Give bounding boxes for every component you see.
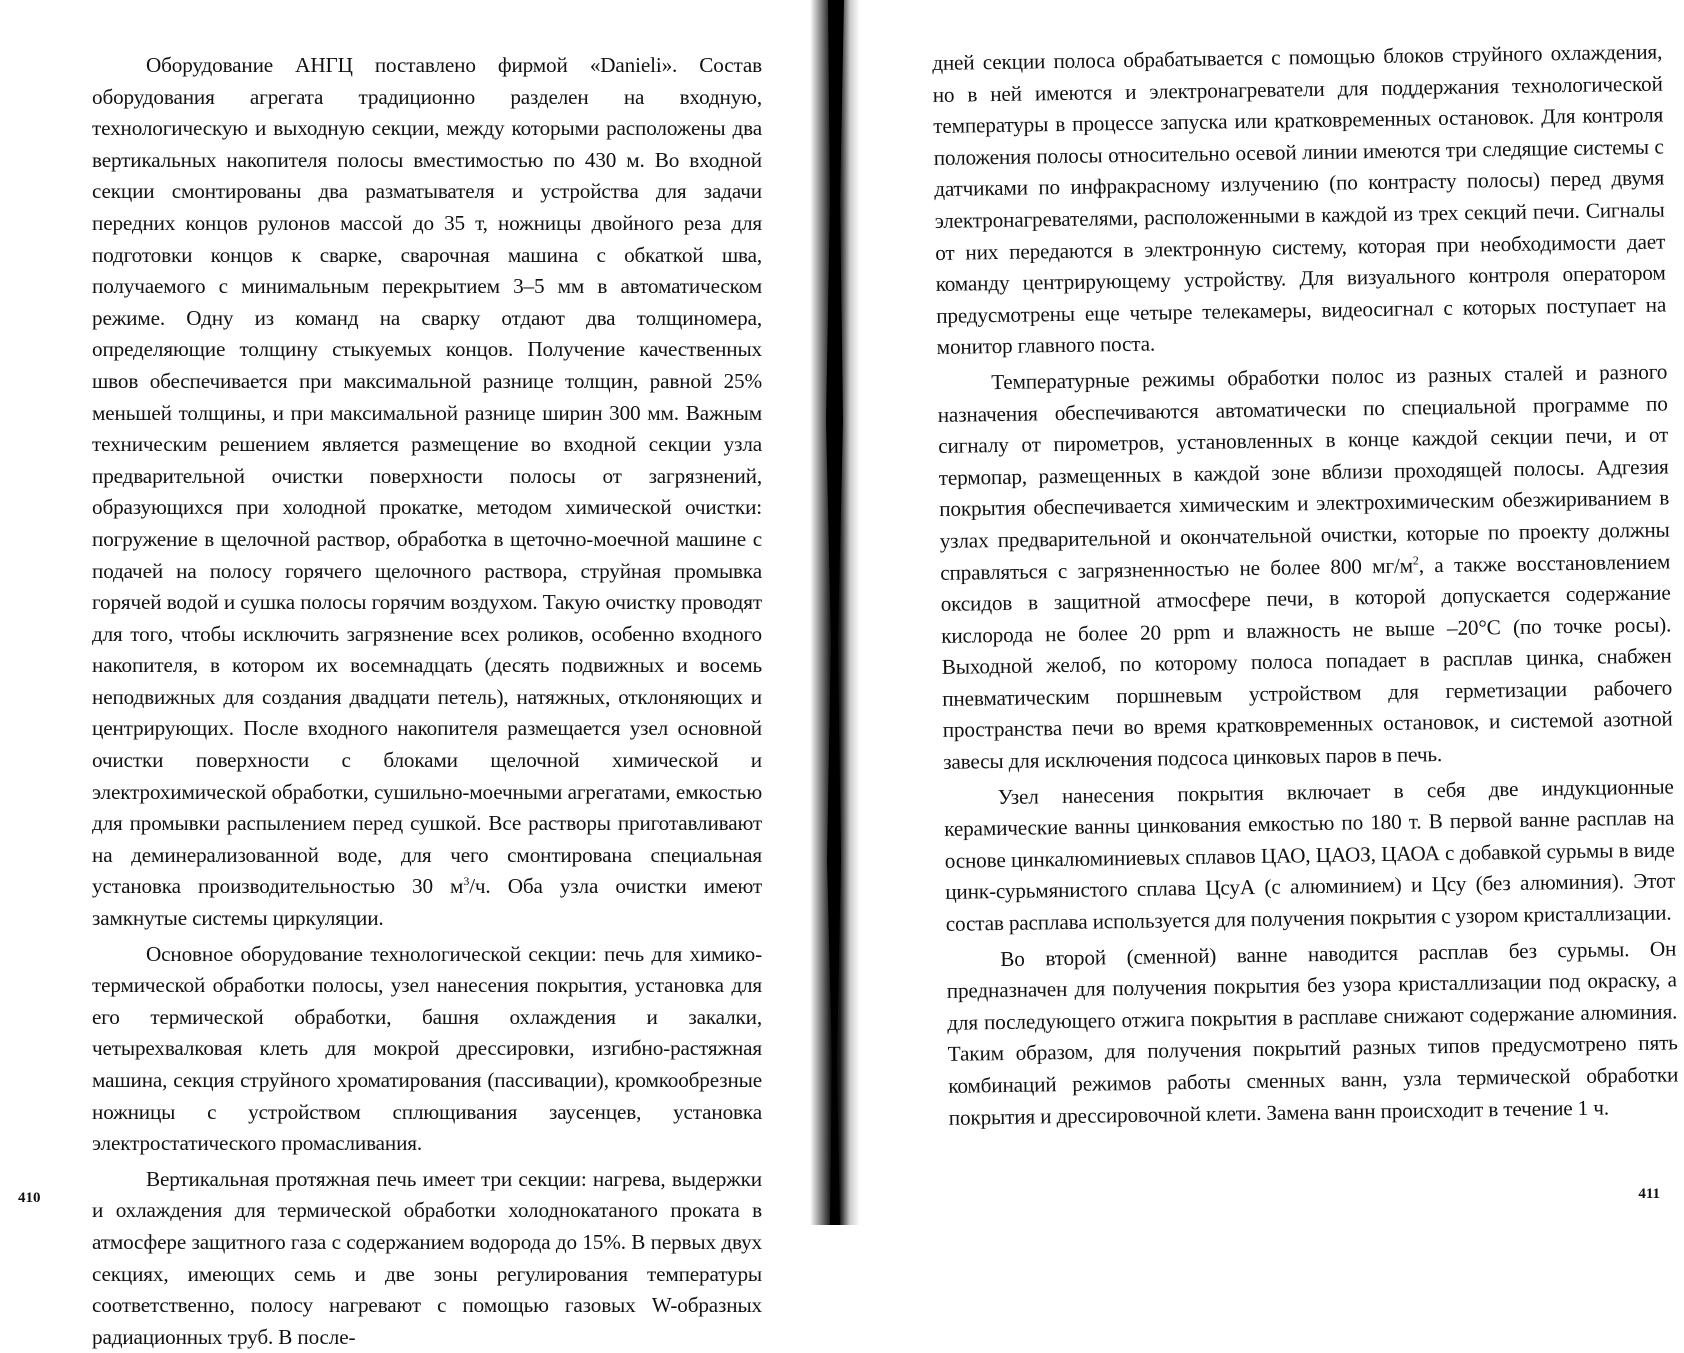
paragraph: Узел нанесения покрытия включает в себя две индукционные керамические ванны цинкования емкостью по 180 т. В первой ванне расплав на основе цинкалюминиевых сплавов ЦАО, ЦАОЗ, ЦАОА с добавкой сурьмы в виде цинк-сурьмянистого сплава ЦсуА (с алюминием) и Цсу (без алюминия). Этот состав расплава используется для получения покрытия с узором кристаллизации.: [944, 774, 1676, 936]
left-page: [0, 0, 820, 1349]
page-number: 411: [1638, 1186, 1660, 1202]
paragraph: Основное оборудование технологической секции: печь для химико-термической обработки полосы, узел нанесения покрытия, установка для его термической обработки, башня охлаждения и закалки, четырехвалковая клеть для мокрой дрессировки, изгибно-растяжная машина, секция струйного хроматирования (пассивации), кромкообрезные ножницы с устройством сплющивания заусенцев, установка электростатического промасливания.: [92, 941, 762, 1156]
left-page-text: [92, 50, 762, 1353]
paragraph: Температурные режимы обработки полос из разных сталей и разного назначения обеспечиваются автоматически по специальной программе по сигналу от пирометров, установленных в конце каждой секции печи, и от термопар, размещенных в каждой зоне вблизи проходящей полосы. Адгезия покрытия обеспечивается химическим и электрохимическим обезжириванием в узлах предварительной и окончательной очистки, которые по проекту должны справляться с загрязненностью не более 800 $мг/м^2$, а также восстановлением оксидов в защитной атмосфере печи, в которой допускается содержание кислорода не более 20 ppm и влажность не выше –20°С (по точке росы). Выходной желоб, по которому полоса попадает в расплав цинка, снабжен пневматическим поршневым устройством для герметизации рабочего пространства печи во время кратковременных остановок, и системой азотной завесы для исключения подсоса цинковых паров в печь.: [937, 359, 1673, 774]
page-number: 410: [18, 1190, 41, 1206]
gutter-shadow-graphic: [810, 0, 860, 1225]
paragraph: дней секции полоса обрабатывается с помощью блоков струйного охлаждения, но в ней имеются и электронагреватели для поддержания технологической температуры в процессе запуска или кратковременных остановок. Для контроля положения полосы относительно осевой линии имеются три следящие системы с датчиками по инфракрасному излучению (по контрасту полосы) перед двумя электронагревателями, расположенными в каждой из трех секций печи. Сигналы от них передаются в электронную систему, которая при необходимости дает команду центрирующему устройству. Для визуального контроля оператором предусмотрены еще четыре телекамеры, видеосигнал с которых поступает на монитор главного поста.: [932, 39, 1667, 360]
paragraph: Оборудование АНГЦ поставлено фирмой «Danieli». Состав оборудования агрегата традиционно разделен на входную, технологическую и выходную секции, между которыми расположены два вертикальных накопителя полосы вместимостью по 430 м. Во входной секции смонтированы два разматывателя и устройства для задачи передних концов рулонов массой до 35 т, ножницы двойного реза для подготовки концов к сварке, сварочная машина с обкаткой шва, получаемого с минимальным перекрытием 3–5 мм в автоматическом режиме. Одну из команд на сварку отдают два толщиномера, определяющие толщину стыкуемых концов. Получение качественных швов обеспечивается при максимальной разнице толщин, равной 25% меньшей толщины, и при максимальной разнице ширин 300 мм. Важным техническим решением является размещение во входной секции узла предварительной очистки поверхности полосы от загрязнений, образующихся при холодной прокатке, методом химической очистки: погружение в щелочной раствор, обработка в щеточно-моечной машине с подачей на полосу горячего щелочного раствора, струйная промывка горячей водой и сушка полосы горячим воздухом. Такую очистку проводят для того, чтобы исключить загрязнение всех роликов, особенно входного накопителя, в котором их восемнадцать (десять подвижных и восемь неподвижных для создания двадцати петель), натяжных, отклоняющих и центрирующих. После входного накопителя размещается узел основной очистки поверхности с блоками щелочной химической и электрохимической обработки, сушильно-моечными агрегатами, емкостью для промывки распылением перед сушкой. Все растворы приготавливают на деминерализованной воде, для чего смонтирована специальная установка производительностью 30 $м^3/ч$. Оба узла очистки имеют замкнутые системы циркуляции.: [92, 53, 762, 931]
paragraph: Во второй (сменной) ванне наводится расплав без сурьмы. Он предназначен для получения покрытия без узора кристаллизации под окраску, а для последующего отжига покрытия в расплаве снижают содержание алюминия. Таким образом, для получения покрытий разных типов предусмотрено пять комбинаций режимов работы сменных ванн, узла термической обработки покрытия и дрессировочной клети. Замена ванн происходит в течение 1 ч.: [946, 936, 1679, 1130]
right-page: [880, 0, 1684, 1225]
paragraph: Вертикальная протяжная печь имеет три секции: нагрева, выдержки и охлаждения для термической обработки холоднокатаного проката в атмосфере защитного газа с содержанием водорода до 15%. В первых двух секциях, имеющих семь и две зоны регулирования температуры соответственно, полосу нагревают с помощью газовых W-образных радиационных труб. В после-: [92, 1166, 762, 1349]
book-gutter-shadow: [810, 0, 860, 1225]
right-page-text: [932, 37, 1679, 1135]
